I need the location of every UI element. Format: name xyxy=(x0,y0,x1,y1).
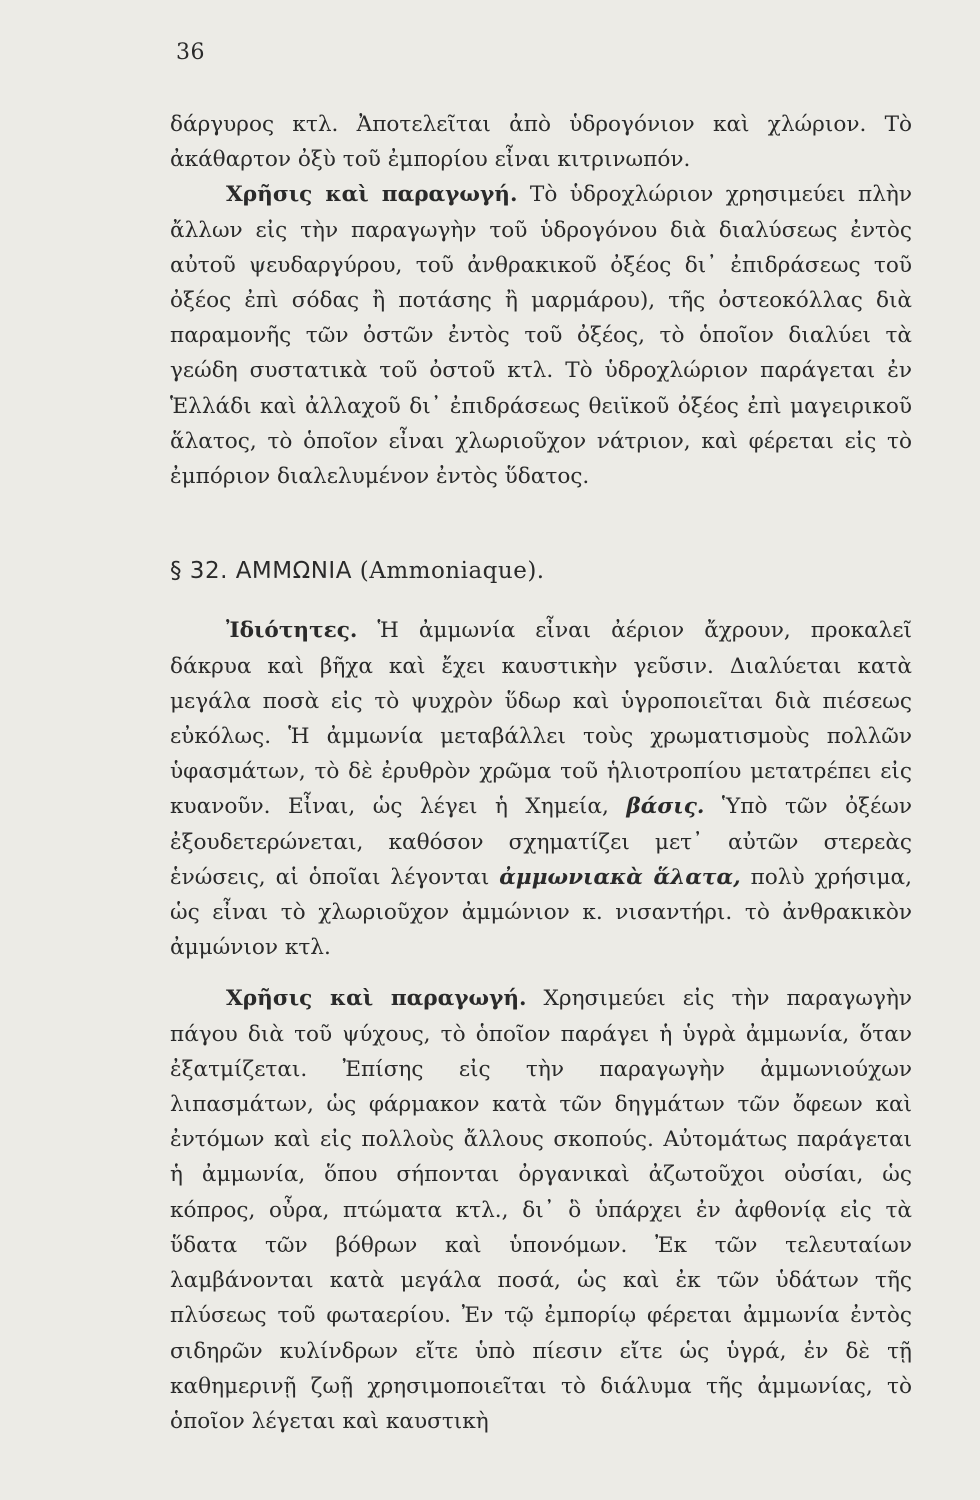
properties-text-c: πολὺ χρήσιμα, ὡς εἶναι τὸ χλωριοῦχον ἀμμώνιον κ. νισαντήρι. τὸ ἀνθρακικὸν ἀμμώνιον κτλ. xyxy=(170,864,912,961)
paragraph-properties xyxy=(170,613,912,965)
section-title-greek: ΑΜΜΩΝΙΑ xyxy=(235,558,352,585)
properties-heading: Ἰδιότητες. xyxy=(226,618,358,644)
usage-text-ammonia: Χρησιμεύει εἰς τὴν παραγωγὴν πάγου διὰ τοῦ ψύχους, τὸ ὁποῖον παράγει ἡ ὑγρὰ ἀμμωνία, ὅταν ἐξατμίζεται. Ἐπίσης εἰς τὴν παραγωγὴν ἀμμωνιούχων λιπασμάτων, ὡς φάρμακον κατὰ τῶν δηγμάτων τῶν ὄφεων καὶ ἐντόμων καὶ εἰς πολλοὺς ἄλλους σκοπούς. Αὐτομάτως παράγεται ἡ ἀμμωνία, ὅπου σήπονται ὀργανικαὶ ἀζωτοῦχοι οὐσίαι, ὡς κόπρος, οὖρα, πτώματα κτλ., δι᾽ ὃ ὑπάρχει ἐν ἀφθονίᾳ εἰς τὰ ὕδατα τῶν βόθρων καὶ ὑπονόμων. Ἐκ τῶν τελευταίων λαμβάνονται κατὰ μεγάλα ποσά, ὡς καὶ ἐκ τῶν ὑδάτων τῆς πλύσεως τοῦ φωταερίου. Ἐν τῷ ἐμπορίῳ φέρεται ἀμμωνία ἐντὸς σιδηρῶν κυλίνδρων εἴτε ὑπὸ πίεσιν εἴτε ὡς ὑγρά, ἐν δὲ τῇ καθημερινῇ ζωῇ χρησιμοποιεῖται τὸ διάλυμα τῆς ἀμμωνίας, τὸ ὁποῖον λέγεται καὶ καυστικὴ xyxy=(170,986,913,1434)
continuation-text: δάργυρος κτλ. Ἀποτελεῖται ἀπὸ ὑδρογόνιον καὶ χλώριον. Τὸ ἀκάθαρτον ὀξὺ τοῦ ἐμπορίου εἶναι κιτρινωπόν. xyxy=(170,112,912,173)
term-ammonium-salts: ἀμμωνιακὰ ἅλατα, xyxy=(499,864,741,890)
term-base: βάσις. xyxy=(626,794,705,820)
section-title-french: (Ammoniaque). xyxy=(359,558,545,585)
paragraph-continuation xyxy=(170,107,912,177)
properties-text-b: Ὑπὸ τῶν ὀξέων ἐξουδετερώνεται, καθόσον σχηματίζει μετ᾽ αὐτῶν στερεὰς ἑνώσεις, αἱ ὁποῖαι λέγονται xyxy=(170,794,912,890)
section-heading xyxy=(170,554,912,589)
page-number: 36 xyxy=(176,40,205,65)
paragraph-ammonia-usage xyxy=(170,981,912,1439)
body-text xyxy=(170,107,912,1439)
usage-heading-ammonia: Χρῆσις καὶ παραγωγή. xyxy=(226,986,527,1012)
section-number: § 32. xyxy=(170,558,228,585)
usage-text-hcl: Τὸ ὑδροχλώριον χρησιμεύει πλὴν ἄλλων εἰς τὴν παραγωγὴν τοῦ ὑδρογόνου διὰ διαλύσεως ἐντὸς αὐτοῦ ψευδαργύρου, τοῦ ἀνθρακικοῦ ὀξέος δι᾽ ἐπιδράσεως τοῦ ὀξέος ἐπὶ σόδας ἢ ποτάσης ἢ μαρμάρου), τῆς ὀστεοκόλλας διὰ παραμονῆς τῶν ὀστῶν ἐντὸς τοῦ ὀξέος, τὸ ὁποῖον διαλύει τὰ γεώδη συστατικὰ τοῦ ὀστοῦ κτλ. Τὸ ὑδροχλώριον παράγεται ἐν Ἑλλάδι καὶ ἀλλαχοῦ δι᾽ ἐπιδράσεως θειϊκοῦ ὀξέος ἐπὶ μαγειρικοῦ ἅλατος, τὸ ὁποῖον εἶναι χλωριοῦχον νάτριον, καὶ φέρεται εἰς τὸ ἐμπόριον διαλελυμένον ἐντὸς ὕδατος. xyxy=(170,182,912,490)
paragraph-hydrochloric-usage xyxy=(170,177,912,494)
properties-text-a: Ἡ ἀμμωνία εἶναι ἀέριον ἄχρουν, προκαλεῖ δάκρυα καὶ βῆχα καὶ ἔχει καυστικὴν γεῦσιν. Διαλύεται κατὰ μεγάλα ποσὰ εἰς τὸ ψυχρὸν ὕδωρ καὶ ὑγροποιεῖται διὰ πιέσεως εὐκόλως. Ἡ ἀμμωνία μεταβάλλει τοὺς χρωματισμοὺς πολλῶν ὑφασμάτων, τὸ δὲ ἐρυθρὸν χρῶμα τοῦ ἡλιοτροπίου μετατρέπει εἰς κυανοῦν. Εἶναι, ὡς λέγει ἡ Χημεία, xyxy=(170,618,912,820)
usage-heading-hcl: Χρῆσις καὶ παραγωγή. xyxy=(226,182,518,208)
